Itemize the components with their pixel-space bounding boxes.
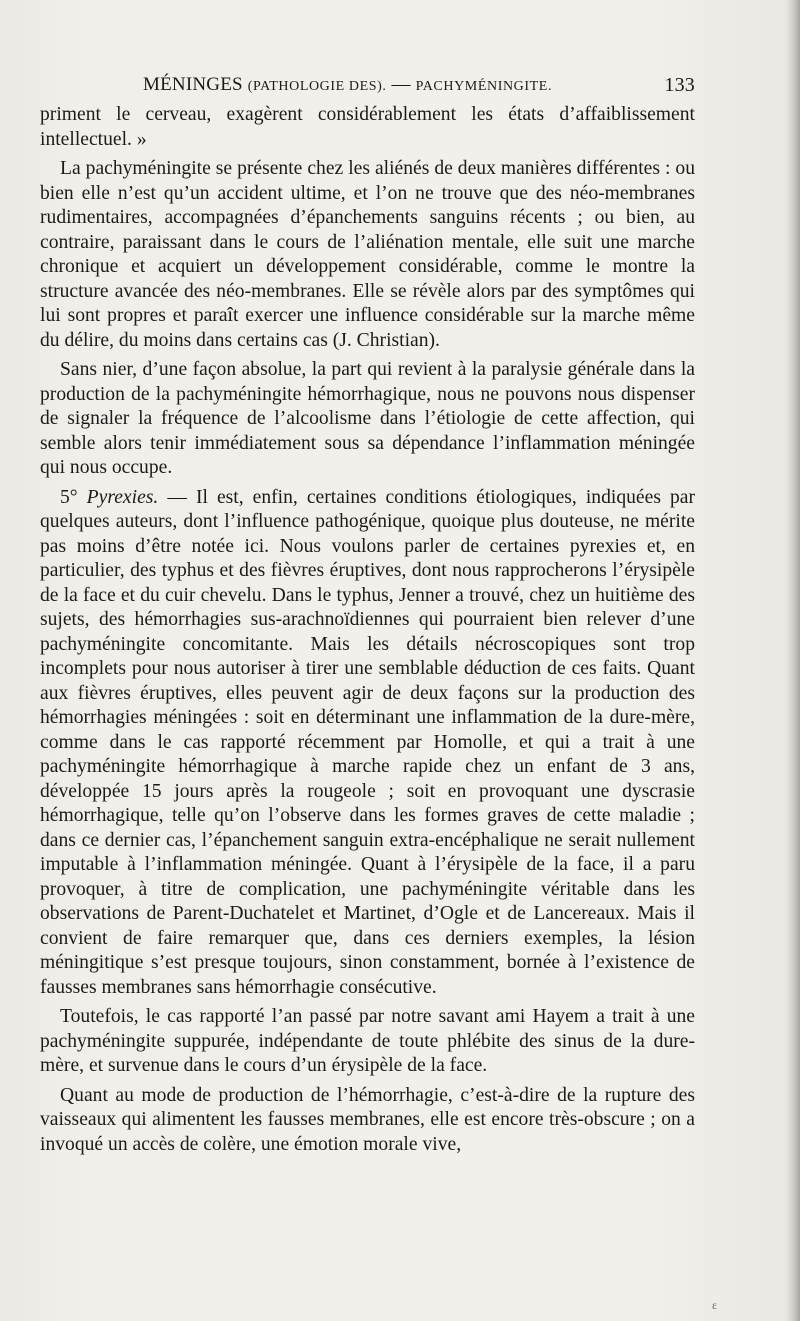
- header-title-topic: PACHYMÉNINGITE.: [415, 79, 553, 94]
- paragraph-continued: priment le cerveau, exagèrent considérablement les états d’affaiblissement intellectuel. »: [40, 104, 695, 150]
- paragraph-hayem: Toutefois, le cas rapporté l’an passé par notre savant ami Hayem a trait à une pachyméningite suppurée, indépendante de toute phlébite des sinus de la dure-mère, et survenue dans le cours d’un érysipèle de la face.: [40, 1006, 695, 1076]
- header-title-sub: (PATHOLOGIE DES).: [247, 79, 387, 94]
- section-number: 5°: [60, 486, 87, 508]
- page-edge-shadow: [786, 0, 800, 1321]
- paragraph-pachymeningite-alienes: La pachyméningite se présente chez les aliénés de deux manières différentes : ou bien elle n’est qu’un accident ultime, et l’on ne trouve que des néo-membranes rudimentaires, accompagnées d’épanchements sanguins récents ; ou bien, au contraire, paraissant dans le cours de l’aliénation mentale, elle suit une marche chronique et acquiert un développement considérable, comme le montre la structure avancée des néo-membranes. Elle se révèle alors par des symptômes qui lui sont propres et paraît exercer une influence considérable sur la marche même du délire, du moins dans certains cas (J. Christian).: [40, 158, 695, 351]
- paragraph-paralysie-generale: Sans nier, d’une façon absolue, la part qui revient à la paralysie générale dans la production de la pachyméningite hémorrhagique, nous ne pouvons nous dispenser de signaler la fréquence de l’alcoolisme dans l’étiologie de cette affection, qui semble alors tenir immédiatement sous sa dépendance l’inflammation méningée qui nous occupe.: [40, 359, 695, 478]
- header-dash: —: [391, 74, 416, 95]
- paragraph-pyrexies: [40, 486, 695, 1001]
- header-title-main: MÉNINGES: [143, 74, 243, 95]
- paragraph-mode-production: Quant au mode de production de l’hémorrhagie, c’est-à-dire de la rupture des vaisseaux qui alimentent les fausses membranes, elle est encore très-obscure ; on a invoqué un accès de colère, une émotion morale vive,: [40, 1084, 695, 1155]
- pyrexies-body: — Il est, enfin, certaines conditions étiologiques, indiquées par quelques auteurs, dont l’influence pathogénique, quoique plus douteuse, ne mérite pas moins d’être notée ici. Nous voulons parler de certaines pyrexies et, en particulier, des typhus et des fièvres éruptives, dont nous rapprocherons l’érysipèle de la face et du cuir chevelu. Dans le typhus, Jenner a trouvé, chez un huitième des sujets, des hémorrhagies sus-arachnoïdiennes qui pourraient bien relever d’une pachyméningite concomitante. Mais les détails nécroscopiques sont trop incomplets pour nous autoriser à tirer une semblable déduction de ces faits. Quant aux fièvres éruptives, elles peuvent agir de deux façons sur la production des hémorrhagies méningées : soit en déterminant une inflammation de la dure-mère, comme dans le cas rapporté récemment par Homolle, et qui a trait à une pachyméningite hémorrhagique à marche rapide chez un enfant de 3 ans, développée 15 jours après la rougeole ; soit en provoquant une dyscrasie hémorrhagique, telle qu’on l’observe dans les formes graves de cette maladie ; dans ce dernier cas, l’épanchement sanguin extra-encéphalique ne serait nullement imputable à l’inflammation méningée. Quant à l’érysipèle de la face, il a paru provoquer, à titre de complication, une pachyméningite véritable dans les observations de Parent-Duchatelet et Martinet, d’Ogle et de Lancereaux. Mais il convient de faire remarquer que, dans ces derniers exemples, la lésion méningitique s’est presque toujours, sinon constamment, bornée à l’existence de fausses membranes sans hémorrhagie consécutive.: [40, 486, 695, 998]
- running-header: [143, 70, 695, 100]
- body-text: [40, 103, 695, 1157]
- page-number: 133: [664, 74, 695, 96]
- section-heading-pyrexies: Pyrexies.: [86, 486, 159, 508]
- running-title: [143, 74, 552, 96]
- margin-mark: ɛ: [712, 1298, 718, 1312]
